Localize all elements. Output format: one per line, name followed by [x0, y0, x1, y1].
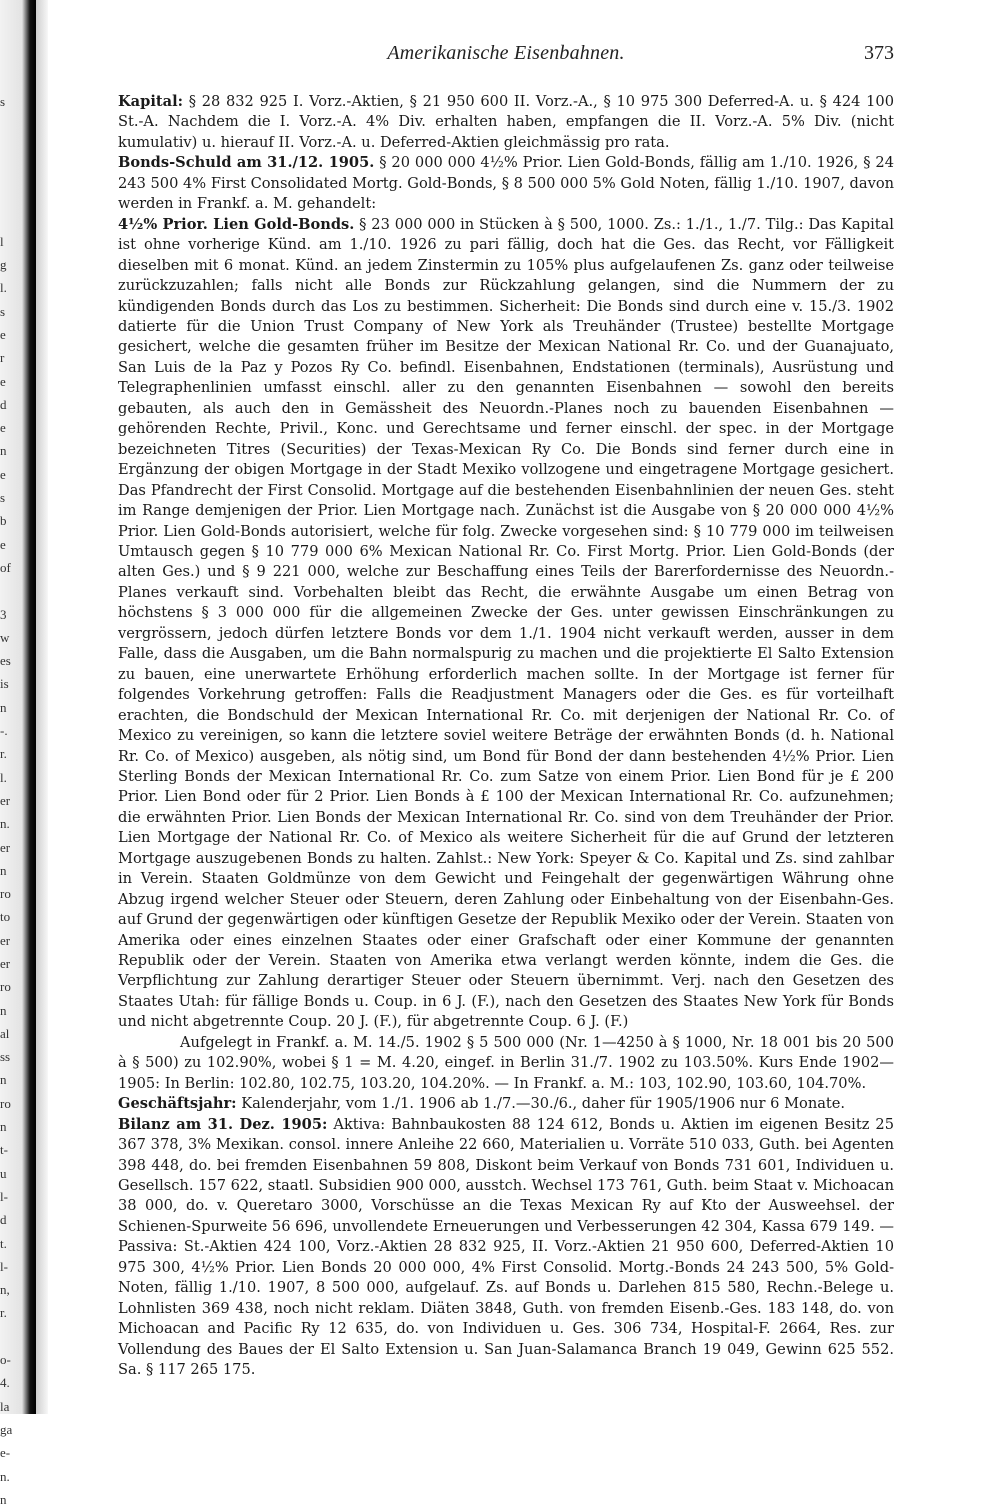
margin-fragment: n — [0, 1119, 7, 1135]
paragraph-geschaeftsjahr — [118, 1094, 894, 1114]
margin-fragment: t. — [0, 1235, 7, 1251]
margin-fragment: er — [0, 932, 11, 948]
margin-fragment: l- — [0, 1258, 8, 1274]
margin-fragment: l — [0, 233, 4, 249]
margin-fragment: ro — [0, 886, 11, 902]
paragraph-text: § 28 832 925 I. Vorz.-Aktien, § 21 950 600 II. Vorz.-A., § 10 975 300 Deferred-A. u. § 424 100 St.-A. Nachdem die I. Vorz.-A. 4% Div. erhalten haben, empfangen die II. Vorz.-A. 5% Div. (nicht kumulativ) u. hierauf II. Vorz.-A. u. Deferred-Aktien gleichmässig pro rata. — [118, 93, 894, 151]
margin-fragment — [0, 1325, 18, 1348]
margin-fragment: l- — [0, 1188, 8, 1204]
running-title: Amerikanische Eisenbahnen. — [387, 42, 625, 64]
paragraph-text: Aktiva: Bahnbaukosten 88 124 612, Bonds u. Aktien im eigenen Besitz 25 367 378, 3% Mexikan. consol. innere Anleihe 22 660, Materialien u. Vorräte 510 033, Guth. bei Agenten 398 448, do. bei fremden Eisenbahnen 59 808, Diskont beim Verkauf von Bonds 731 601, Individuen u. Gesellsch. 157 622, staatl. Subsidien 900 000, ausstch. Wechsel 173 761, Guth. beim Staat v. Michoacan 38 000, do. v. Queretaro 3000, Vorschüsse an die Texas Mexican Ry auf Kto der Ausweehsel. der Schienen-Spurweite 56 696, unvollendete Erneuerungen und Verbesserungen 42 304, Kassa 679 149. — Passiva: St.-Aktien 424 100, Vorz.-Aktien 28 832 925, II. Vorz.-Aktien 21 950 600, Deferred-Aktien 10 975 300, 4½% Prior. Lien Bonds 20 000 000, 4% First Consolid. Mortg.-Bonds 24 243 500, 5% Gold-Noten, fällig 1./10. 1907, 8 500 000, aufgelauf. Zs. auf Bonds u. Darlehen 815 580, Rechn.-Belege u. Lohnlisten 369 438, noch nicht reklam. Diäten 3848, Guth. von fremden Eisenb.-Ges. 183 148, do. von Michoacan and Pacific Ry 12 635, do. von Individuen u. Ges. 306 734, Hospital-F. 2664, Res. zur Vollendung des Baues der El Salto Extension u. San Juan-Salamanca Branch 19 049, Gewinn 625 552. Sa. § 117 265 175. — [118, 1115, 895, 1379]
paragraph-label: Kapital: — [118, 93, 184, 110]
margin-fragment: s — [0, 303, 6, 319]
margin-fragment — [0, 113, 18, 136]
margin-fragment: s — [0, 490, 6, 506]
margin-fragment: e — [0, 373, 6, 389]
margin-fragment: ro — [0, 1095, 11, 1111]
margin-fragment: n — [0, 443, 7, 459]
margin-fragment: ro — [0, 979, 11, 995]
margin-fragment: l. — [0, 280, 7, 296]
margin-fragment: er — [0, 839, 11, 855]
margin-fragment: e — [0, 536, 6, 552]
margin-fragment: la — [0, 1398, 10, 1414]
paragraph-label: Bilanz am 31. Dez. 1905: — [118, 1115, 328, 1133]
margin-fragment: to — [0, 909, 11, 925]
margin-fragment: al — [0, 1025, 10, 1041]
paragraph-kapital — [118, 92, 894, 153]
margin-fragment: s — [0, 94, 6, 109]
page-body — [118, 92, 894, 1381]
margin-fragment: n. — [0, 816, 10, 832]
paragraph-bonds-schuld — [118, 153, 894, 214]
margin-fragment: b — [0, 513, 7, 529]
margin-fragment: e — [0, 420, 6, 436]
margin-fragment: e — [0, 466, 6, 482]
margin-fragment: is — [0, 676, 9, 692]
paragraph-label: 4½% Prior. Lien Gold-Bonds. — [118, 215, 355, 233]
page-number: 373 — [864, 42, 894, 64]
margin-fragment — [0, 137, 18, 160]
margin-fragment: l. — [0, 769, 7, 785]
margin-fragment: 3 — [0, 606, 7, 622]
margin-fragment: of — [0, 559, 11, 575]
paragraph-text: § 20 000 000 4½% Prior. Lien Gold-Bonds, fällig am 1./10. 1926, § 24 243 500 4% First Consolidated Mortg. Gold-Bonds, § 8 500 000 5% Gold Noten, fällig 1./10. 1907, davon werden in Frankf. a. M. gehandelt: — [118, 154, 895, 213]
margin-fragment: n. — [0, 1468, 10, 1484]
margin-fragment: d — [0, 396, 7, 412]
paragraph-text: Kalenderjahr, vom 1./1. 1906 ab 1./7.—30./6., daher für 1905/1906 nur 6 Monate. — [236, 1095, 846, 1113]
paragraph-aufgelegt — [118, 1033, 894, 1094]
margin-fragment: 4. — [0, 1375, 10, 1391]
margin-fragment: n — [0, 862, 7, 878]
margin-fragment: o- — [0, 1352, 11, 1368]
page-header — [118, 42, 894, 72]
margin-fragment: e — [0, 326, 6, 342]
margin-fragment: -. — [0, 723, 8, 739]
margin-fragment: ga — [0, 1421, 13, 1437]
margin-fragment: r. — [0, 1305, 7, 1321]
paragraph-prior-lien-bonds — [118, 215, 894, 1033]
margin-fragment — [0, 206, 18, 229]
margin-fragment: e- — [0, 1445, 11, 1461]
facing-page-fragments — [0, 90, 18, 1511]
margin-fragment: t- — [0, 1142, 8, 1158]
margin-fragment: w — [0, 629, 10, 645]
margin-fragment: er — [0, 955, 11, 971]
margin-fragment: es — [0, 653, 11, 669]
margin-fragment — [0, 183, 18, 206]
margin-fragment: d — [0, 1212, 7, 1228]
margin-fragment — [0, 579, 18, 602]
margin-fragment: n — [0, 1072, 7, 1088]
paragraph-bilanz — [118, 1115, 894, 1381]
margin-fragment: er — [0, 792, 11, 808]
margin-fragment: r — [0, 350, 5, 366]
margin-fragment: n, — [0, 1282, 10, 1298]
paragraph-label: Geschäftsjahr: — [118, 1095, 237, 1113]
margin-fragment: ss — [0, 1049, 11, 1065]
margin-fragment: n — [0, 1002, 7, 1018]
page-gutter — [36, 0, 48, 1414]
paragraph-text: § 23 000 000 in Stücken à § 500, 1000. Zs.: 1./1., 1./7. Tilg.: Das Kapital ist ohne vorherige Künd. am 1./10. 1926 zu pari fällig, doch hat die Ges. das Recht, vor Fälligkeit dieselben mit 6 monat. Künd. an jedem Zinstermin zu 105% plus aufgelaufenen Zs. ganz oder teilweise zurückzuzahlen; falls nicht alle Bonds zur Rückzahlung gelangen, sind die Nummern der zu kündigenden Bonds durch das Los zu bestimmen. Sicherheit: Die Bonds sind durch eine v. 15./3. 1902 datierte für die Union Trust Company of New York als Treuhänder (Trustee) bestellte Mortgage gesichert, welche die gesamten früher im Besitze der Mexican National Rr. Co. und der Guanajuato, San Luis de la Paz y Pozos Ry Co. befindl. Eisenbahnen, Endstationen (terminals), Ausrüstung und Telegraphenlinien umfasst einschl. aller zu den genannten Eisenbahnen — sowohl den bereits gebauten, als auch den in Gemässheit des Neuordn.-Planes noch zu bauenden Eisenbahnen — gehörenden Rechte, Privil., Konc. und Gerechtsame und ferner einschl. der spec. in der Mortgage bezeichneten Titres (Securities) der Texas-Mexican Ry Co. Die Bonds sind ferner durch eine in Ergänzung der obigen Mortgage in der Stadt Mexiko vollzogene und eingetragene Mortgage gesichert. Das Pfandrecht der First Consolid. Mortgage auf die bestehenden Eisenbahnlinien der neuen Ges. steht im Range demjenigen der Prior. Lien Mortgage nach. Zunächst ist die Ausgabe von § 20 000 000 4½% Prior. Lien Gold-Bonds autorisiert, welche für folg. Zwecke vorgesehen sind: § 10 779 000 im teilweisen Umtausch gegen § 10 779 000 6% Mexican National Rr. Co. First Mortg. Prior. Lien Gold-Bonds (der alten Ges.) und § 9 221 000, welche zur Beschaffung eines Teils der Barerfordernisse des Neuordn.-Planes verkauft sind. Vorbehalten bleibt das Recht, die erwähnte Ausgabe um einen Betrag von höchstens § 3 000 000 für die allgemeinen Zwecke der Ges. unter gewissen Einschränkungen zu vergrössern, jedoch dürfen letztere Bonds vor dem 1./1. 1904 nicht verkauft werden, ausser in dem Falle, dass die Ausgaben, um die Bahn normalspurig zu machen und die projektierte El Salto Extension zu bauen, eine unerwartete Erhöhung erforderlich machen sollte. In der Mortgage ist ferner für folgendes Vorkehrung getroffen: Falls die Readjustment Managers oder die Ges. es für vorteilhaft erachten, die Bondschuld der Mexican International Rr. Co. mit derjenigen der National Rr. Co. of Mexico zu vereinigen, so kann die letztere soviel weitere Beträge der erwähnten Bonds (d. h. National Rr. Co. of Mexico) ausgeben, als nötig sind, um Bond für Bond der dann bestehenden 4½% Prior. Lien Sterling Bonds der Mexican International Rr. Co. zum Satze von einem Prior. Lien Bond für je £ 200 Prior. Lien Bond oder für 2 Prior. Lien Bonds à £ 100 der Mexican International Rr. Co. aufzunehmen; die erwähnten Prior. Lien Bonds der Mexican International Rr. Co. sind von dem Treuhänder der Prior. Lien Mortgage der National Rr. Co. of Mexico als weitere Sicherheit für die auf Grund der letzteren Mortgage auszugebenen Bonds zu halten. Zahlst.: New York: Speyer & Co. Kapital und Zs. sind zahlbar in Verein. Staaten Goldmünze von dem Gewicht und Feingehalt der gegenwärtigen Währung ohne Abzug irgend welcher Steuer oder Steuern, deren Zahlung oder Einbehaltung von der Eisenbahn-Ges. auf Grund der gegenwärtigen oder künftigen Gesetze der Republik Mexiko oder der Verein. Staaten von Amerika oder eines einzelnen Staates oder einer Grafschaft oder einer Kommune der genannten Republik oder der Verein. Staaten von Amerika etwa verlangt werden könnte, indem die Ges. die Verpflichtung zur Zahlung derartiger Steuer oder Steuern übernimmt. Verj. nach den Gesetzen des Staates Utah: für fällige Bonds u. Coup. in 6 J. (F.), nach den Gesetzen des Staates New York für Bonds und nicht abgetrennte Coup. 20 J. (F.), für abgetrennte Coup. 6 J. (F.) — [118, 215, 894, 1031]
margin-fragment: n — [0, 1491, 7, 1507]
margin-fragment: u — [0, 1165, 7, 1181]
margin-fragment: g — [0, 257, 7, 273]
paragraph-text: Aufgelegt in Frankf. a. M. 14./5. 1902 § 5 500 000 (Nr. 1—4250 à § 1000, Nr. 18 001 bis 20 500 à § 500) zu 102.90%, wobei § 1 = M. 4.20, eingef. in Berlin 31./7. 1902 zu 103.50%. Kurs Ende 1902—1905: In Berlin: 102.80, 102.75, 103.20, 104.20%. — In Frankf. a. M.: 103, 102.90, 103.60, 104.70%. — [118, 1033, 894, 1092]
margin-fragment — [0, 160, 18, 183]
margin-fragment: n — [0, 699, 7, 715]
margin-fragment: r. — [0, 746, 7, 762]
paragraph-label: Bonds-Schuld am 31./12. 1905. — [118, 154, 375, 172]
